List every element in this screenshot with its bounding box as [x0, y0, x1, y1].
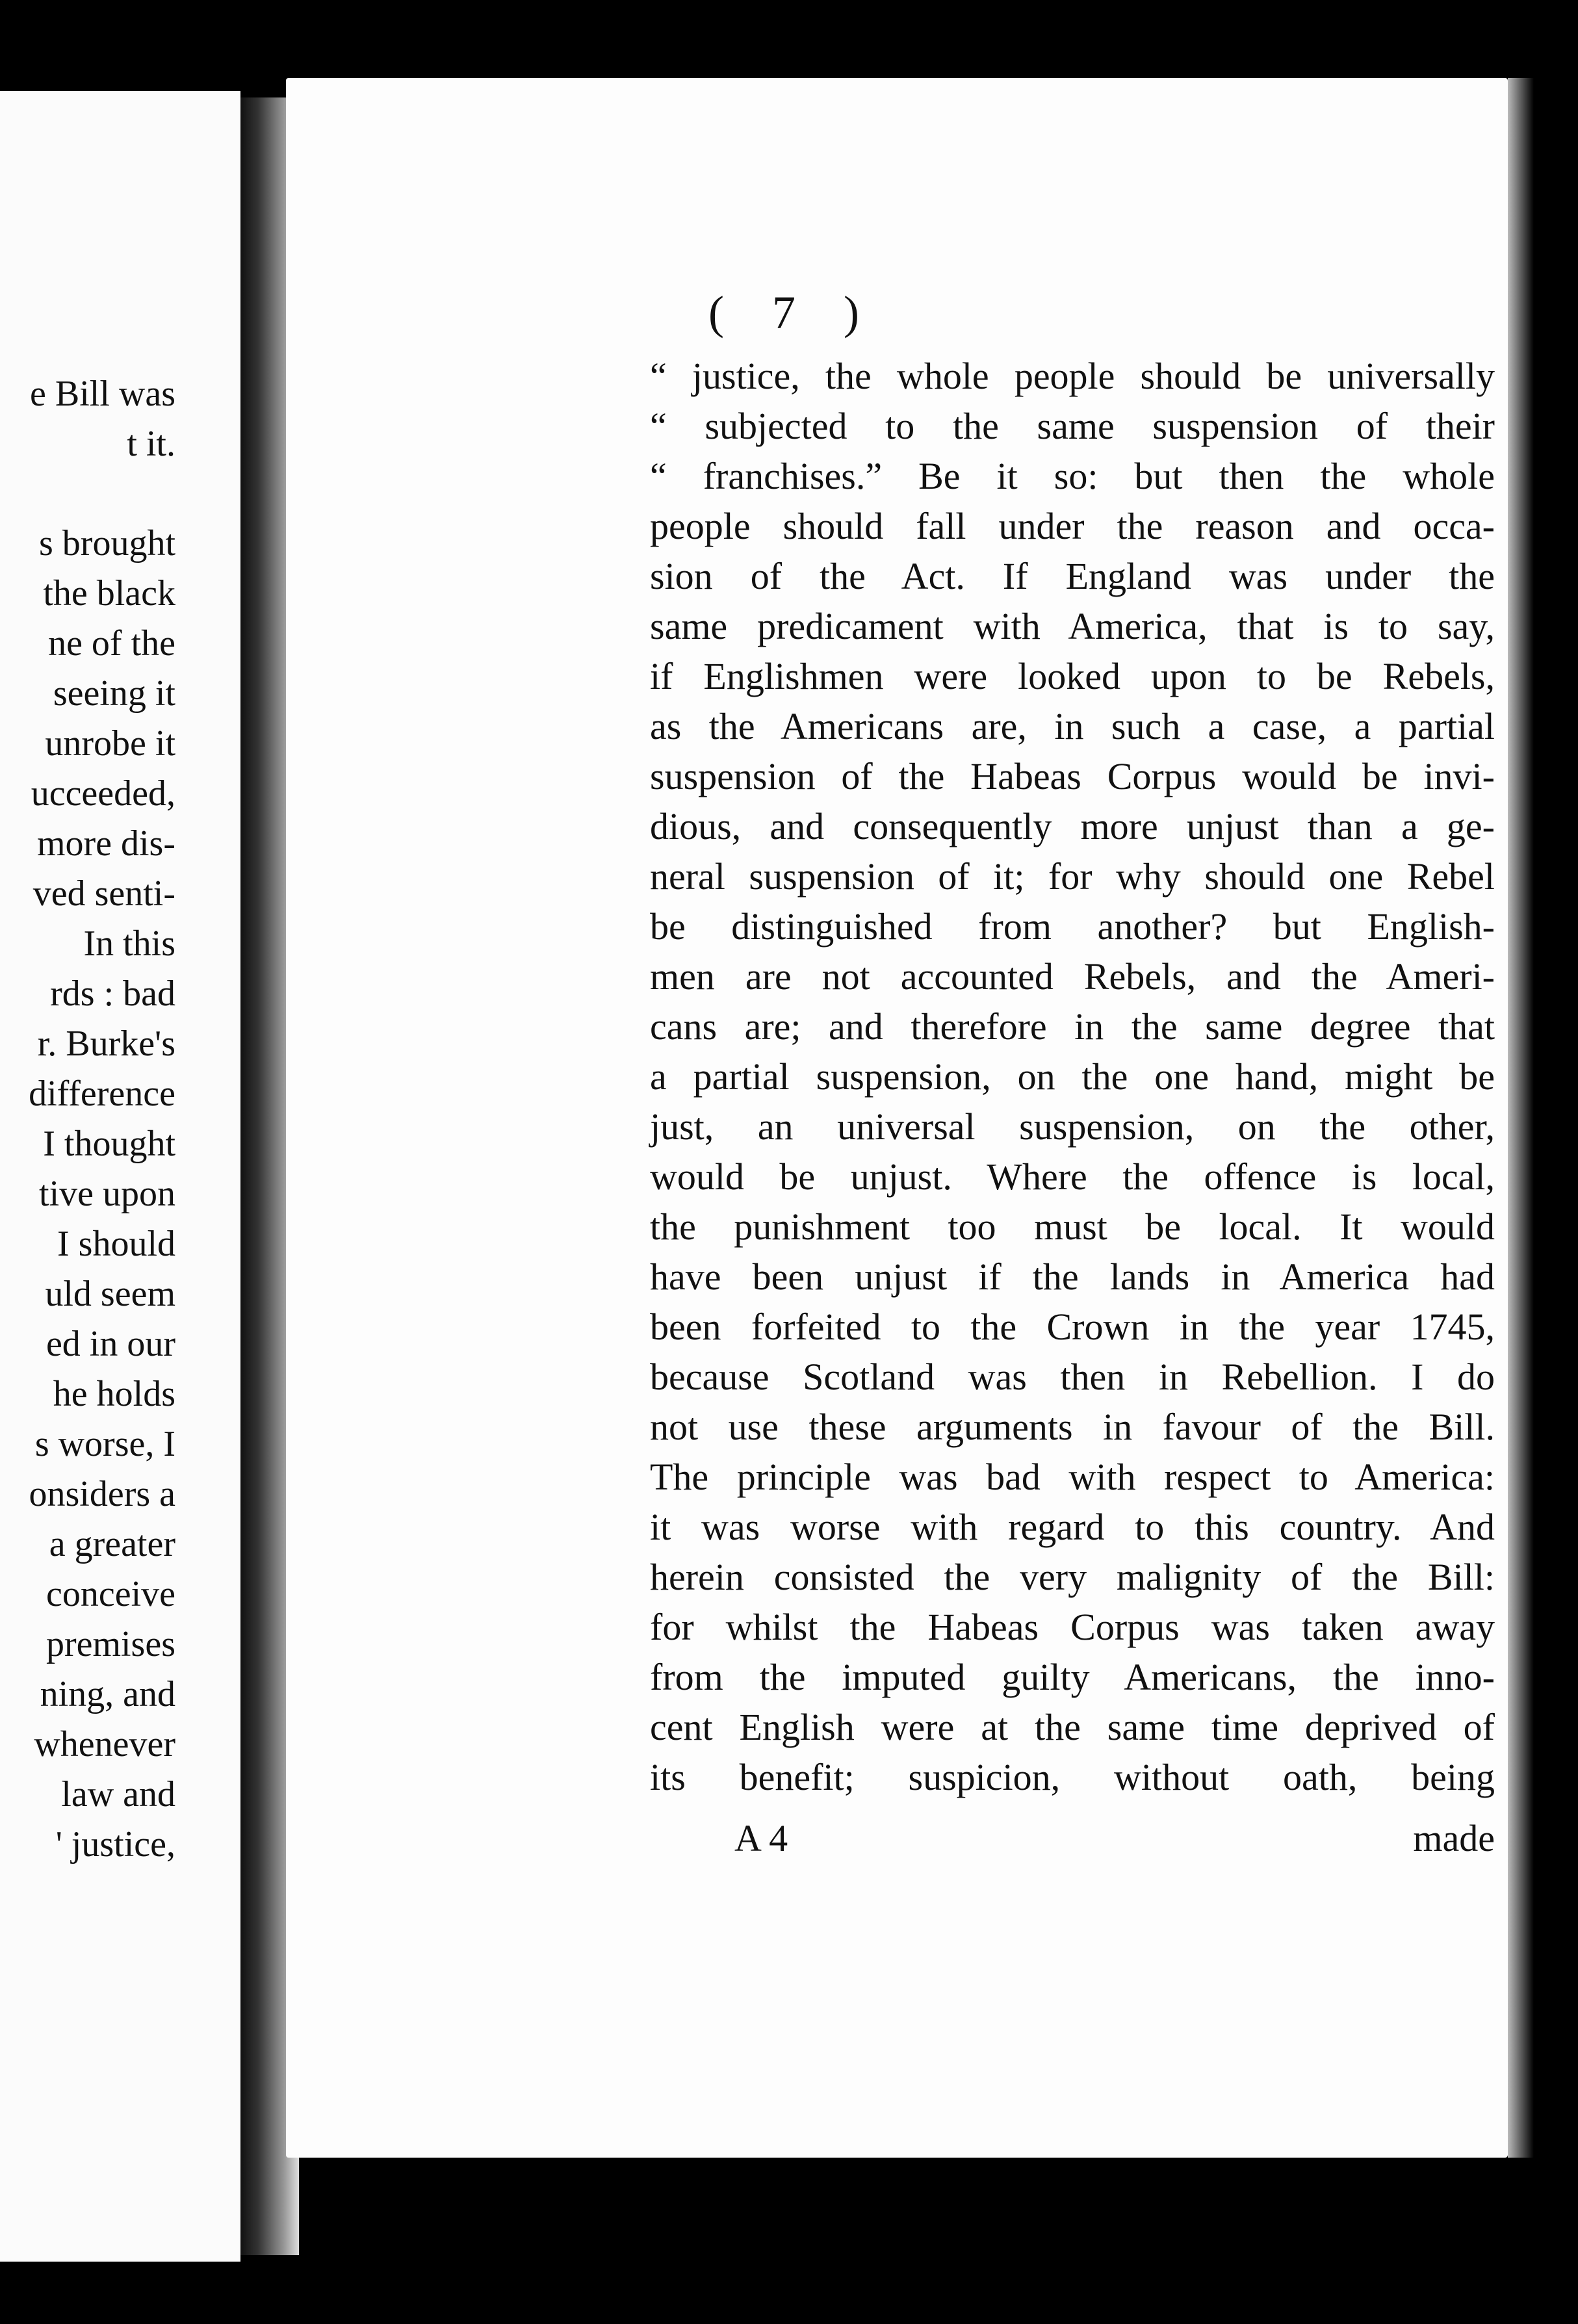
body-line: dious, and consequently more unjust than a ge-	[650, 805, 1495, 847]
body-line: not use these arguments in favour of the Bill.	[650, 1406, 1495, 1448]
left-line: conceive	[46, 1574, 175, 1614]
body-text	[650, 351, 1495, 1802]
body-line: cans are; and therefore in the same degree that	[650, 1005, 1495, 1048]
left-line: whenever	[34, 1724, 175, 1764]
body-line: just, an universal suspension, on the other,	[650, 1105, 1495, 1148]
body-line: the punishment too must be local. It would	[650, 1206, 1495, 1248]
body-line: be distinguished from another? but English-	[650, 905, 1495, 948]
body-line: suspension of the Habeas Corpus would be invi-	[650, 755, 1495, 797]
body-line: from the imputed guilty Americans, the inno-	[650, 1656, 1495, 1698]
body-line: a partial suspension, on the one hand, might be	[650, 1055, 1495, 1098]
left-line: ucceeded,	[31, 773, 175, 814]
left-line: ning, and	[40, 1674, 175, 1714]
body-line: its benefit; suspicion, without oath, being	[650, 1756, 1495, 1798]
left-line: I should	[57, 1224, 175, 1264]
left-line: ed in our	[45, 1324, 175, 1364]
left-line: he holds	[53, 1374, 175, 1414]
left-line: In this	[83, 923, 175, 964]
left-line: ' justice,	[55, 1824, 175, 1865]
body-line: “ justice, the whole people should be universally	[650, 355, 1495, 397]
body-line: neral suspension of it; for why should one Rebel	[650, 855, 1495, 897]
left-page	[0, 91, 240, 2262]
body-line: men are not accounted Rebels, and the Ameri-	[650, 955, 1495, 998]
left-line: ne of the	[48, 623, 175, 664]
body-line: “ franchises.” Be it so: but then the whole	[650, 455, 1495, 497]
left-line: I thought	[43, 1124, 175, 1164]
body-line: for whilst the Habeas Corpus was taken away	[650, 1606, 1495, 1648]
page-number: ( 7 )	[708, 287, 877, 339]
body-line: The principle was bad with respect to America:	[650, 1456, 1495, 1498]
catchword: made	[1413, 1817, 1495, 1859]
left-line: ved senti-	[32, 873, 175, 914]
body-line: as the Americans are, in such a case, a partial	[650, 705, 1495, 747]
body-line: have been unjust if the lands in America had	[650, 1256, 1495, 1298]
body-line: herein consisted the very malignity of the Bill:	[650, 1556, 1495, 1598]
left-line: e Bill was	[30, 374, 175, 414]
left-line: uld seem	[45, 1274, 175, 1314]
left-line: difference	[29, 1074, 175, 1114]
body-line: cent English were at the same time deprived of	[650, 1706, 1495, 1748]
body-line: been forfeited to the Crown in the year 1745,	[650, 1306, 1495, 1348]
left-line: tive upon	[39, 1174, 175, 1214]
left-line: law and	[61, 1774, 175, 1814]
left-line: the black	[43, 573, 175, 613]
left-page-text	[0, 369, 175, 1870]
left-line: premises	[45, 1624, 175, 1664]
signature-mark: A 4	[734, 1817, 788, 1859]
left-line: a greater	[49, 1524, 175, 1564]
left-line: r. Burke's	[37, 1024, 175, 1064]
page-edge-shadow	[1508, 78, 1534, 2158]
left-line: s worse, I	[34, 1424, 175, 1464]
left-line: seeing it	[53, 673, 175, 714]
page-footer	[650, 1813, 1495, 1863]
left-line: more dis-	[36, 823, 175, 864]
body-line: sion of the Act. If England was under the	[650, 555, 1495, 597]
left-line: s brought	[39, 523, 175, 563]
body-line: same predicament with America, that is to say,	[650, 605, 1495, 647]
body-line: “ subjected to the same suspension of their	[650, 405, 1495, 447]
body-line: because Scotland was then in Rebellion. I do	[650, 1356, 1495, 1398]
body-line: it was worse with regard to this country. And	[650, 1506, 1495, 1548]
left-line: unrobe it	[45, 723, 175, 764]
left-line: rds : bad	[50, 974, 175, 1014]
body-line: would be unjust. Where the offence is local,	[650, 1156, 1495, 1198]
left-line: onsiders a	[29, 1474, 175, 1514]
body-line: people should fall under the reason and occa-	[650, 505, 1495, 547]
left-line: t it.	[127, 424, 175, 464]
body-line: if Englishmen were looked upon to be Rebels,	[650, 655, 1495, 697]
